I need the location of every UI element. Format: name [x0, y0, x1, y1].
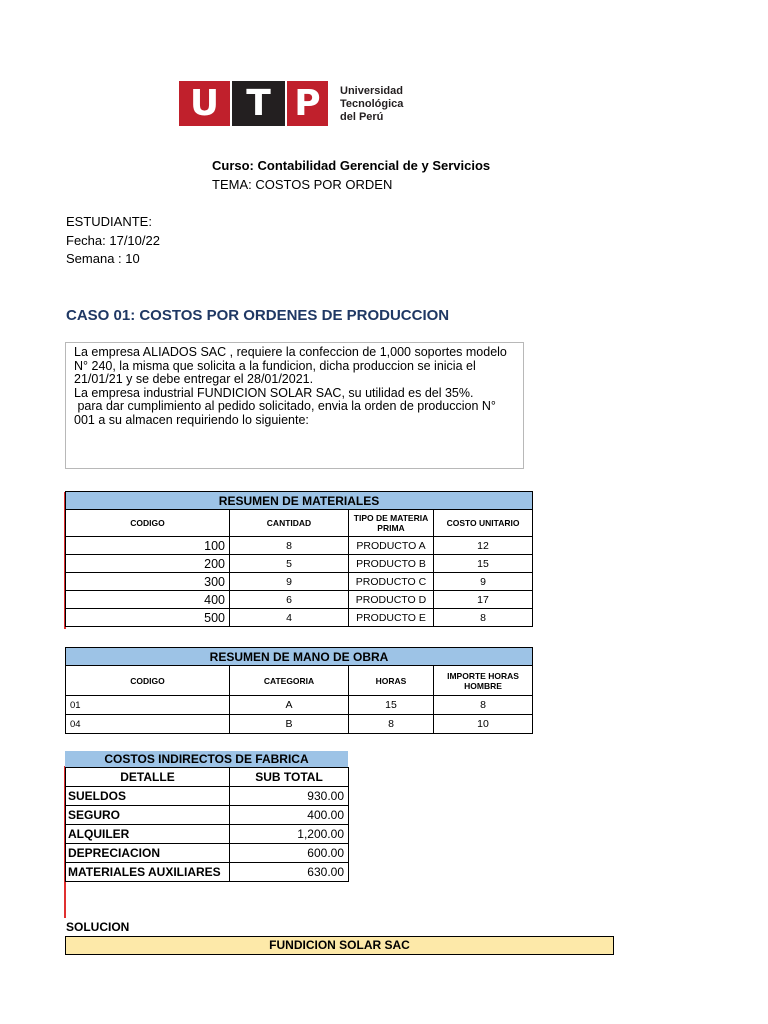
table-cell: ALQUILER: [66, 825, 230, 844]
table-cell: 100: [66, 537, 230, 555]
table-cell: PRODUCTO E: [349, 609, 434, 627]
table-cell: 04: [66, 715, 230, 734]
solution-label: SOLUCION: [66, 920, 130, 934]
table-cell: SEGURO: [66, 806, 230, 825]
column-header: CODIGO: [66, 510, 230, 537]
table-cell: PRODUCTO D: [349, 591, 434, 609]
table-cell: 1,200.00: [230, 825, 349, 844]
materials-table: [65, 491, 533, 627]
table-row: [66, 806, 349, 825]
table-row: [66, 555, 533, 573]
table-cell: 17: [434, 591, 533, 609]
table-row: [66, 591, 533, 609]
column-header: CODIGO: [66, 666, 230, 696]
table-cell: 400: [66, 591, 230, 609]
topic-line: TEMA: COSTOS POR ORDEN: [212, 177, 393, 192]
table-cell: 400.00: [230, 806, 349, 825]
table-cell: PRODUCTO B: [349, 555, 434, 573]
overhead-title: COSTOS INDIRECTOS DE FABRICA: [65, 751, 348, 767]
table-cell: 12: [434, 537, 533, 555]
table-cell: 6: [230, 591, 349, 609]
table-row: [66, 844, 349, 863]
column-header: TIPO DE MATERIA PRIMA: [349, 510, 434, 537]
table-cell: 300: [66, 573, 230, 591]
table-cell: 8: [434, 609, 533, 627]
table-cell: 9: [434, 573, 533, 591]
case-description: [65, 342, 524, 469]
table-cell: MATERIALES AUXILIARES: [66, 863, 230, 882]
description-line: N° 240, la misma que solicita a la fundicion, dicha produccion se inicia el: [74, 358, 476, 373]
table-cell: 630.00: [230, 863, 349, 882]
utp-logo: [179, 81, 419, 126]
column-header: CATEGORIA: [230, 666, 349, 696]
overhead-table: [65, 767, 349, 882]
table-cell: 10: [434, 715, 533, 734]
logo-letter-u: U: [179, 81, 230, 126]
description-line: La empresa ALIADOS SAC , requiere la confeccion de 1,000 soportes modelo: [74, 345, 507, 359]
table-row: [66, 537, 533, 555]
table-row: [66, 825, 349, 844]
table-row: [66, 863, 349, 882]
table-row: [66, 715, 533, 734]
logo-letter-p: P: [287, 81, 328, 126]
table-cell: PRODUCTO A: [349, 537, 434, 555]
column-header: COSTO UNITARIO: [434, 510, 533, 537]
solution-company-bar: FUNDICION SOLAR SAC: [65, 936, 614, 955]
student-label: ESTUDIANTE:: [66, 214, 152, 229]
column-header: DETALLE: [66, 768, 230, 787]
table-cell: 930.00: [230, 787, 349, 806]
logo-letter-t: T: [232, 81, 285, 126]
table-row: [66, 573, 533, 591]
table-cell: 5: [230, 555, 349, 573]
week-label: Semana : 10: [66, 251, 140, 266]
table-cell: DEPRECIACION: [66, 844, 230, 863]
table-cell: 15: [434, 555, 533, 573]
column-header: IMPORTE HORAS HOMBRE: [434, 666, 533, 696]
course-line: Curso: Contabilidad Gerencial de y Servicios: [212, 158, 491, 173]
description-line: para dar cumplimiento al pedido solicitado, envia la orden de produccion N°: [74, 399, 496, 413]
column-header: HORAS: [349, 666, 434, 696]
table-cell: 8: [434, 696, 533, 715]
table-cell: 8: [230, 537, 349, 555]
table-row: [66, 609, 533, 627]
table-cell: 600.00: [230, 844, 349, 863]
logo-text-line: Universidad: [340, 85, 403, 97]
table-cell: PRODUCTO C: [349, 573, 434, 591]
table-cell: 4: [230, 609, 349, 627]
table-cell: 500: [66, 609, 230, 627]
case-title: CASO 01: COSTOS POR ORDENES DE PRODUCCION: [66, 307, 450, 324]
description-line: 21/01/21 y se debe entregar el 28/01/2021.: [74, 372, 314, 386]
table-row: [66, 696, 533, 715]
table-cell: 8: [349, 715, 434, 734]
date-label: Fecha: 17/10/22: [66, 233, 160, 248]
labor-title: RESUMEN DE MANO DE OBRA: [66, 648, 533, 666]
logo-wordmark: [340, 85, 430, 124]
table-cell: SUELDOS: [66, 787, 230, 806]
logo-text-line: Tecnológica: [340, 98, 404, 110]
table-cell: A: [230, 696, 349, 715]
table-row: [66, 787, 349, 806]
table-cell: 200: [66, 555, 230, 573]
table-cell: 15: [349, 696, 434, 715]
logo-text-line: del Perú: [340, 111, 384, 123]
description-line: La empresa industrial FUNDICION SOLAR SAC, su utilidad es del 35%.: [74, 385, 474, 400]
table-cell: 9: [230, 573, 349, 591]
column-header: SUB TOTAL: [230, 768, 349, 787]
table-cell: B: [230, 715, 349, 734]
table-cell: 01: [66, 696, 230, 715]
description-line: 001 a su almacen requiriendo lo siguiente:: [74, 412, 309, 427]
labor-table: [65, 647, 533, 734]
column-header: CANTIDAD: [230, 510, 349, 537]
materials-title: RESUMEN DE MATERIALES: [66, 492, 533, 510]
